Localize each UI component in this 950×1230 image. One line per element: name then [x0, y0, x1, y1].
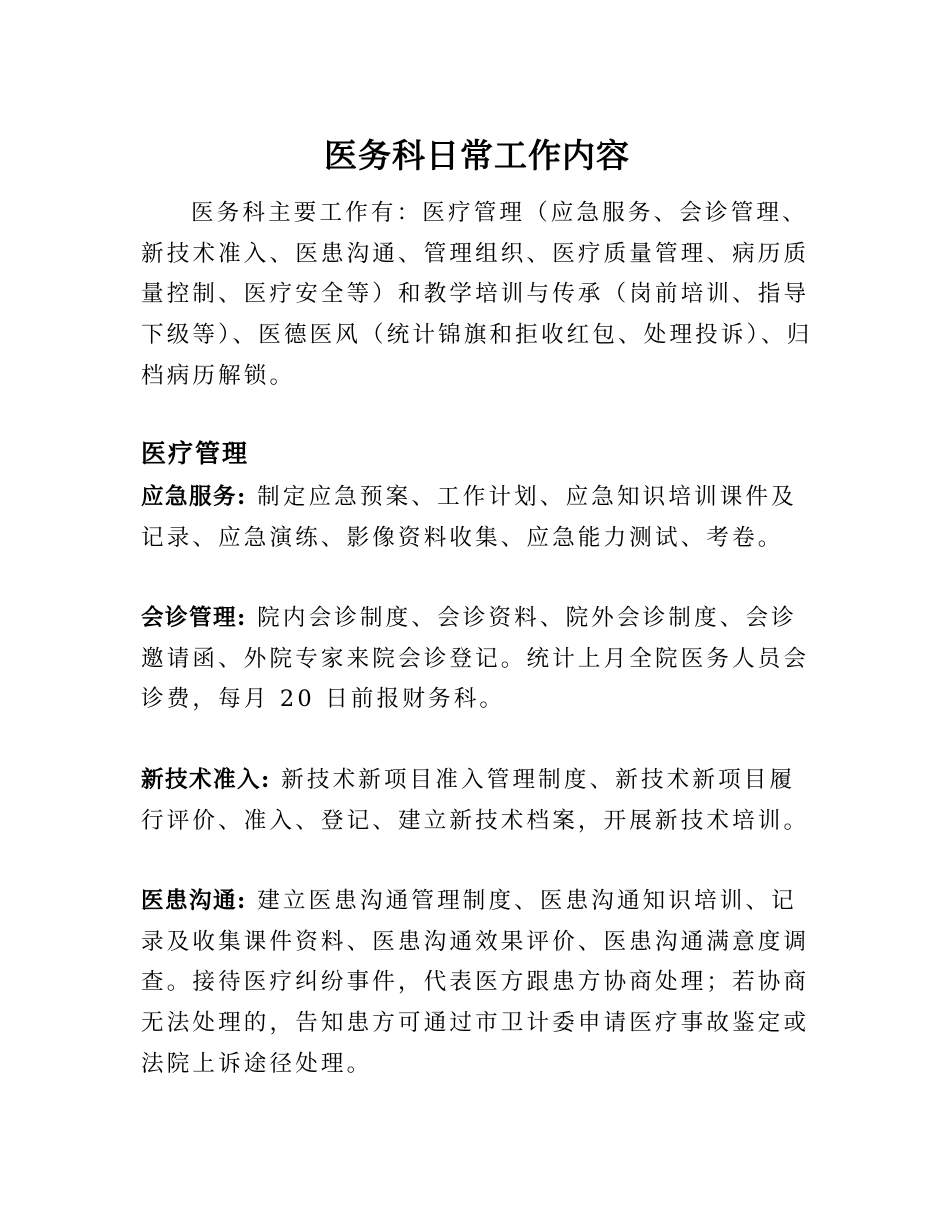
document-title: 医务科日常工作内容 — [324, 136, 630, 176]
item-emergency-service — [141, 477, 813, 558]
item-term: 应急服务: — [141, 484, 247, 510]
item-text: 新技术新项目准入管理制度、新技术新项目履行评价、准入、登记、建立新技术档案，开展新技术培训。 — [141, 767, 810, 834]
intro-paragraph: 医务科主要工作有：医疗管理（应急服务、会诊管理、新技术准入、医患沟通、管理组织、医疗质量管理、病历质量控制、医疗安全等）和教学培训与传承（岗前培训、指导下级等）、医德医风（统计锦旗和拒收红包、处理投诉）、归档病历解锁。 — [141, 200, 813, 389]
item-term: 新技术准入: — [141, 767, 271, 793]
item-text: 建立医患沟通管理制度、医患沟通知识培训、记录及收集课件资料、医患沟通效果评价、医患沟通满意度调查。接待医疗纠纷事件，代表医方跟患方协商处理；若协商无法处理的，告知患方可通过市卫计委申请医疗事故鉴定或法院上诉途径处理。 — [141, 888, 810, 1077]
item-consultation-management — [141, 598, 813, 720]
item-text: 院内会诊制度、会诊资料、院外会诊制度、会诊邀请函、外院专家来院会诊登记。统计上月全院医务人员会诊费，每月 20 日前报财务科。 — [141, 605, 810, 713]
item-term: 医患沟通: — [141, 888, 247, 914]
section-heading-medical-management: 医疗管理 — [141, 439, 250, 468]
item-text: 制定应急预案、工作计划、应急知识培训课件及记录、应急演练、影像资料收集、应急能力测试、考卷。 — [141, 484, 797, 551]
item-term: 会诊管理: — [141, 605, 247, 631]
item-new-technology-access — [141, 760, 813, 841]
item-doctor-patient-communication — [141, 881, 813, 1085]
